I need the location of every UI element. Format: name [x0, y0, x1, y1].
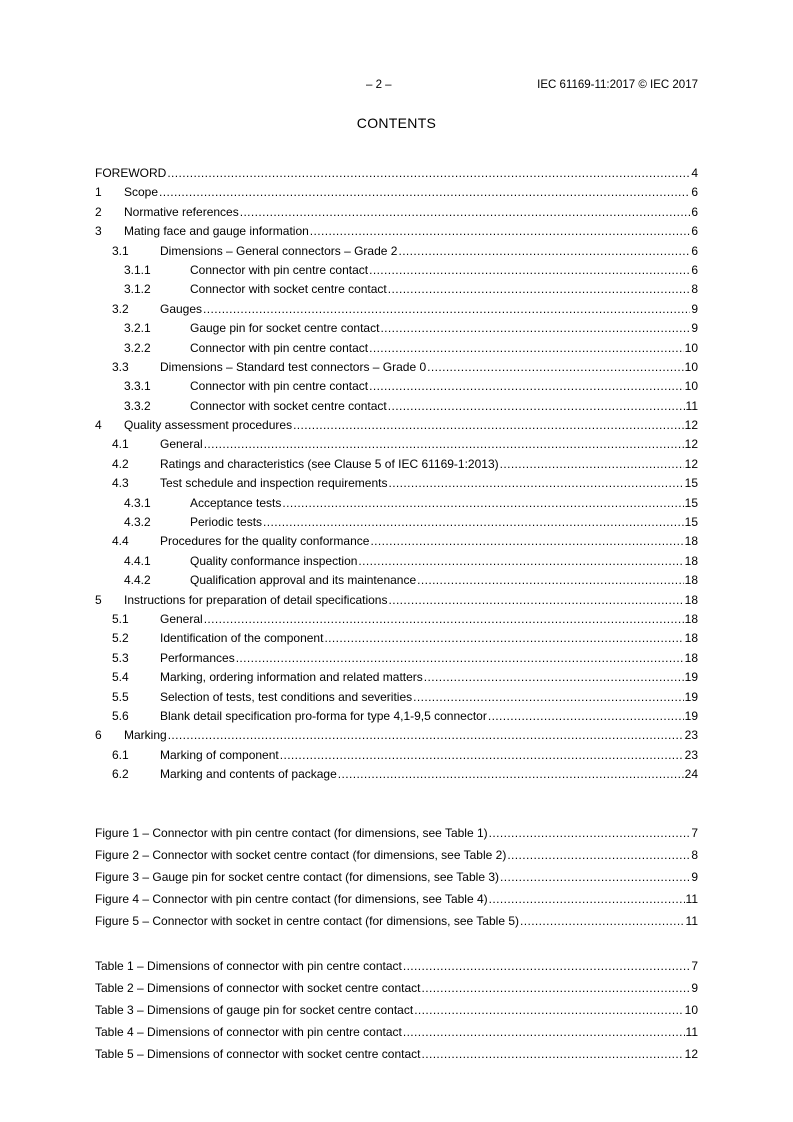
toc-entry-page: 19	[684, 670, 698, 685]
dot-leader	[388, 474, 683, 493]
toc-entry-title: Dimensions – General connectors – Grade 2	[160, 243, 398, 258]
toc-entry-page: 4	[691, 166, 698, 180]
toc-entry-title: Blank detail specification pro-forma for type 4,1-9,5 connector	[160, 708, 487, 723]
toc-entry-title: Procedures for the quality conformance	[160, 534, 370, 549]
toc-entry[interactable]	[95, 300, 698, 319]
table-entry[interactable]	[95, 977, 698, 999]
toc-entry-number: 5.5	[112, 689, 129, 704]
toc-entry-page: 6	[691, 243, 698, 258]
toc-entry-number: 4.2	[112, 456, 129, 471]
dot-leader	[424, 668, 684, 687]
toc-entry-title: General	[160, 611, 203, 626]
toc-entry-title: Scope	[124, 185, 159, 200]
toc-entry[interactable]	[95, 688, 698, 707]
toc-entry-number: 3.1	[112, 243, 129, 258]
toc-entry-page: 10	[684, 379, 698, 394]
toc-entry-page: 18	[684, 592, 698, 607]
toc-entry-title: Table 1 – Dimensions of connector with pin centre contact	[95, 959, 402, 973]
list-of-tables	[95, 955, 698, 1065]
toc-entry[interactable]	[95, 222, 698, 241]
dot-leader	[280, 746, 684, 765]
figure-entry[interactable]	[95, 888, 698, 910]
page-title: CONTENTS	[356, 115, 437, 131]
toc-entry-title: Connector with socket centre contact	[190, 398, 387, 413]
dot-leader	[240, 203, 691, 222]
toc-entry-page: 23	[684, 728, 698, 743]
dot-leader	[488, 707, 684, 726]
dot-leader	[500, 866, 690, 888]
toc-entry-title: Connector with pin centre contact	[190, 340, 369, 355]
toc-entry-title: Table 2 – Dimensions of connector with socket centre contact	[95, 981, 421, 995]
toc-entry-page: 18	[684, 650, 698, 665]
toc-entry-page: 8	[691, 282, 698, 297]
toc-entry-number: 3.1.2	[124, 282, 151, 297]
toc-entry[interactable]	[95, 435, 698, 454]
toc-entry-title: Figure 3 – Gauge pin for socket centre contact (for dimensions, see Table 3)	[95, 870, 499, 884]
dot-leader	[293, 416, 684, 435]
figure-entry[interactable]	[95, 822, 698, 844]
toc-entry[interactable]	[95, 242, 698, 261]
toc-entry[interactable]	[95, 416, 698, 435]
dot-leader	[369, 261, 690, 280]
toc-entry-number: 3	[95, 224, 102, 239]
toc-entry-title: Selection of tests, test conditions and severities	[160, 689, 413, 704]
toc-entry-number: 5	[95, 592, 102, 607]
toc-entry-title: Quality conformance inspection	[190, 553, 358, 568]
toc-entry-title: Test schedule and inspection requirements	[160, 476, 388, 491]
dot-leader	[370, 532, 683, 551]
toc-entry-number: 6	[95, 728, 102, 743]
toc-entry[interactable]	[95, 610, 698, 629]
toc-entry[interactable]	[95, 649, 698, 668]
toc-entry-title: Connector with pin centre contact	[190, 262, 369, 277]
toc-entry-page: 24	[684, 767, 698, 782]
toc-entry-number: 5.1	[112, 611, 129, 626]
dot-leader	[403, 955, 690, 977]
toc-entry-page: 6	[691, 224, 698, 239]
toc-entry-number: 5.2	[112, 631, 129, 646]
table-entry[interactable]	[95, 1021, 698, 1043]
dot-leader	[507, 844, 690, 866]
dot-leader	[369, 377, 684, 396]
toc-entry-page: 7	[691, 826, 698, 840]
toc-entry-number: 4.3.1	[124, 495, 151, 510]
toc-entry-page: 8	[691, 848, 698, 862]
dot-leader	[500, 455, 684, 474]
toc-entry-title: General	[160, 437, 203, 452]
dot-leader	[403, 1021, 685, 1043]
toc-entry[interactable]	[95, 765, 698, 784]
toc-entry[interactable]	[95, 513, 698, 532]
toc-entry-title: Normative references	[124, 204, 239, 219]
toc-entry[interactable]	[95, 746, 698, 765]
dot-leader	[203, 300, 690, 319]
toc-entry-title: Gauges	[160, 301, 203, 316]
dot-leader	[422, 977, 691, 999]
toc-entry-title: Marking	[124, 728, 167, 743]
toc-entry[interactable]	[95, 707, 698, 726]
toc-entry[interactable]	[95, 474, 698, 493]
toc-entry-title: Connector with pin centre contact	[190, 379, 369, 394]
dot-leader	[358, 552, 683, 571]
toc-entry[interactable]	[95, 397, 698, 416]
toc-entry-title: Dimensions – Standard test connectors – Grade 0	[160, 359, 427, 374]
toc-entry-number: 4.4.2	[124, 573, 151, 588]
toc-entry-number: 4.4.1	[124, 553, 151, 568]
toc-entry[interactable]	[95, 358, 698, 377]
toc-entry-title: Table 5 – Dimensions of connector with socket centre contact	[95, 1047, 421, 1061]
table-of-contents	[95, 164, 698, 785]
toc-entry-title: Figure 5 – Connector with socket in centre contact (for dimensions, see Table 5)	[95, 914, 519, 928]
dot-leader	[398, 242, 690, 261]
toc-entry-page: 6	[691, 185, 698, 200]
toc-entry[interactable]	[95, 629, 698, 648]
toc-entry-number: 5.3	[112, 650, 129, 665]
toc-entry-page: 15	[684, 476, 698, 491]
toc-entry-page: 15	[684, 495, 698, 510]
dot-leader	[338, 765, 684, 784]
toc-entry-number: 1	[95, 185, 102, 200]
figure-entry[interactable]	[95, 910, 698, 932]
toc-entry-title: Identification of the component	[160, 631, 324, 646]
toc-entry-number: 4.3	[112, 476, 129, 491]
dot-leader	[380, 319, 690, 338]
toc-entry-title: Periodic tests	[190, 515, 263, 530]
dot-leader	[204, 610, 684, 629]
toc-entry[interactable]	[95, 455, 698, 474]
dot-leader	[282, 494, 683, 513]
toc-entry-page: 12	[684, 456, 698, 471]
toc-entry-page: 11	[685, 892, 698, 906]
toc-entry-page: 19	[684, 708, 698, 723]
dot-leader	[236, 649, 684, 668]
dot-leader	[427, 358, 683, 377]
table-entry[interactable]	[95, 955, 698, 977]
toc-entry-title: Acceptance tests	[190, 495, 282, 510]
toc-entry-title: Figure 2 – Connector with socket centre contact (for dimensions, see Table 2)	[95, 848, 507, 862]
toc-entry-title: Table 3 – Dimensions of gauge pin for socket centre contact	[95, 1003, 414, 1017]
toc-entry-page: 6	[691, 204, 698, 219]
toc-entry[interactable]	[95, 280, 698, 299]
dot-leader	[489, 888, 685, 910]
toc-entry-number: 6.2	[112, 767, 129, 782]
toc-entry-page: 12	[684, 437, 698, 452]
toc-entry-title: Connector with socket centre contact	[190, 282, 387, 297]
toc-entry-page: 6	[691, 262, 698, 277]
toc-entry[interactable]	[95, 164, 698, 183]
toc-entry-title: Table 4 – Dimensions of connector with pin centre contact	[95, 1025, 402, 1039]
dot-leader	[168, 726, 684, 745]
toc-entry-number: 3.2.1	[124, 321, 151, 336]
toc-entry-title: Gauge pin for socket centre contact	[190, 321, 380, 336]
toc-entry-number: 4	[95, 418, 102, 433]
dot-leader	[167, 164, 690, 183]
dot-leader	[310, 222, 691, 241]
dot-leader	[388, 397, 685, 416]
dot-leader	[489, 822, 691, 844]
toc-entry-page: 18	[684, 631, 698, 646]
toc-entry-number: 4.4	[112, 534, 129, 549]
dot-leader	[369, 339, 684, 358]
dot-leader	[417, 571, 684, 590]
dot-leader	[159, 183, 690, 202]
table-entry[interactable]	[95, 1043, 698, 1065]
standard-reference: IEC 61169-11:2017 © IEC 2017	[537, 79, 698, 91]
toc-entry-page: 10	[684, 340, 698, 355]
dot-leader	[422, 1043, 684, 1065]
toc-entry[interactable]	[95, 339, 698, 358]
toc-entry[interactable]	[95, 532, 698, 551]
dot-leader	[413, 688, 684, 707]
toc-entry-page: 11	[685, 398, 698, 413]
toc-entry-page: 18	[684, 553, 698, 568]
toc-entry-title: Mating face and gauge information	[124, 224, 309, 239]
toc-entry-number: 5.4	[112, 670, 129, 685]
toc-entry-number: 3.2.2	[124, 340, 151, 355]
toc-entry-number: 3.3.1	[124, 379, 151, 394]
dot-leader	[388, 591, 683, 610]
toc-entry-page: 19	[684, 689, 698, 704]
toc-entry-title: Marking of component	[160, 747, 279, 762]
toc-entry[interactable]	[95, 494, 698, 513]
page-header	[95, 77, 698, 93]
toc-entry-number: 3.2	[112, 301, 129, 316]
figure-entry[interactable]	[95, 866, 698, 888]
toc-entry-page: 9	[691, 301, 698, 316]
toc-entry[interactable]	[95, 571, 698, 590]
toc-entry-page: 10	[684, 1003, 698, 1017]
toc-entry[interactable]	[95, 726, 698, 745]
toc-entry-page: 11	[685, 1025, 698, 1039]
toc-entry-page: 9	[691, 321, 698, 336]
toc-entry-page: 11	[685, 914, 698, 928]
toc-entry-number: 3.3.2	[124, 398, 151, 413]
dot-leader	[414, 999, 683, 1021]
toc-entry-page: 18	[684, 611, 698, 626]
toc-entry-number: 4.3.2	[124, 515, 151, 530]
toc-entry-number: 2	[95, 204, 102, 219]
toc-entry-title: Figure 4 – Connector with pin centre contact (for dimensions, see Table 4)	[95, 892, 488, 906]
toc-entry[interactable]	[95, 203, 698, 222]
figure-entry[interactable]	[95, 844, 698, 866]
toc-entry-page: 15	[684, 515, 698, 530]
toc-entry-number: 5.6	[112, 708, 129, 723]
toc-entry-page: 10	[684, 359, 698, 374]
toc-entry[interactable]	[95, 377, 698, 396]
toc-entry-title: Figure 1 – Connector with pin centre contact (for dimensions, see Table 1)	[95, 826, 488, 840]
toc-entry[interactable]	[95, 591, 698, 610]
toc-entry-number: 3.3	[112, 359, 129, 374]
toc-entry-title: Ratings and characteristics (see Clause 5 of IEC 61169-1:2013)	[160, 456, 499, 471]
toc-entry-page: 18	[684, 534, 698, 549]
toc-entry[interactable]	[95, 261, 698, 280]
toc-entry-page: 18	[684, 573, 698, 588]
toc-entry-page: 9	[691, 981, 698, 995]
toc-entry-title: Marking, ordering information and related matters	[160, 670, 423, 685]
toc-entry-number: 4.1	[112, 437, 129, 452]
toc-entry-page: 12	[684, 418, 698, 433]
toc-entry-title: FOREWORD	[95, 166, 167, 180]
toc-entry-page: 23	[684, 747, 698, 762]
toc-entry-title: Instructions for preparation of detail specifications	[124, 592, 388, 607]
toc-entry[interactable]	[95, 552, 698, 571]
toc-entry-page: 9	[691, 870, 698, 884]
dot-leader	[204, 435, 684, 454]
toc-entry-title: Qualification approval and its maintenance	[190, 573, 417, 588]
toc-entry-page: 7	[691, 959, 698, 973]
toc-entry[interactable]	[95, 183, 698, 202]
dot-leader	[520, 910, 685, 932]
dot-leader	[324, 629, 683, 648]
toc-entry-page: 12	[684, 1047, 698, 1061]
toc-entry-number: 3.1.1	[124, 262, 151, 277]
list-of-figures	[95, 822, 698, 932]
dot-leader	[388, 280, 691, 299]
toc-entry[interactable]	[95, 319, 698, 338]
toc-entry[interactable]	[95, 668, 698, 687]
dot-leader	[263, 513, 684, 532]
table-entry[interactable]	[95, 999, 698, 1021]
toc-entry-number: 6.1	[112, 747, 129, 762]
toc-entry-title: Performances	[160, 650, 235, 665]
page-number: – 2 –	[366, 79, 392, 91]
toc-entry-title: Marking and contents of package	[160, 767, 337, 782]
toc-entry-title: Quality assessment procedures	[124, 418, 293, 433]
